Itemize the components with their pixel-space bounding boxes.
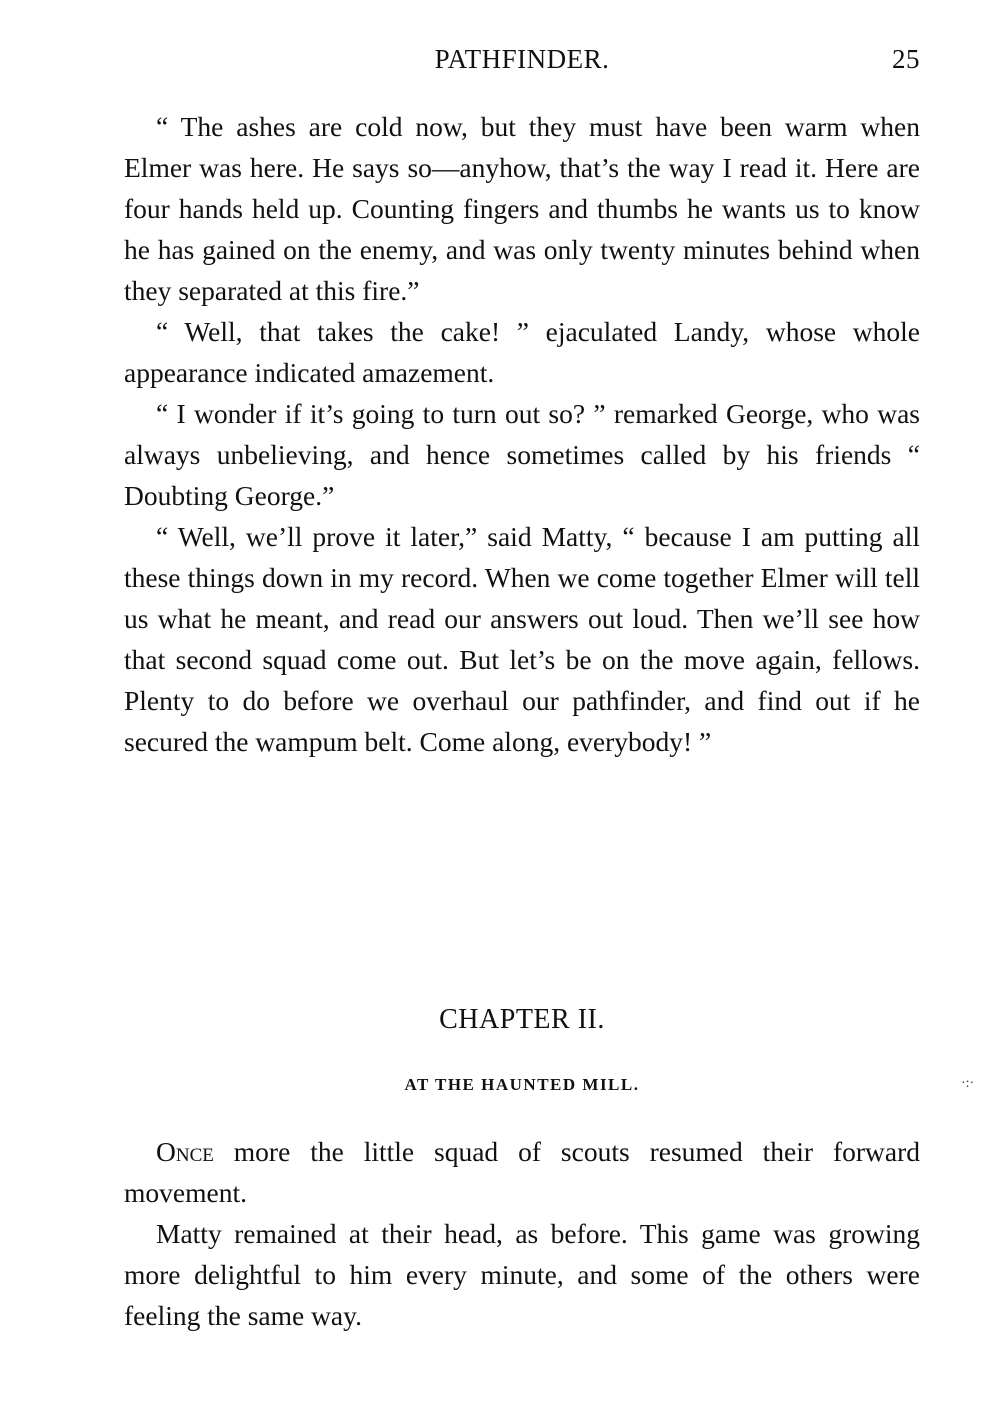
paragraph: “ I wonder if it’s going to turn out so? ” remarked George, who was always unbelieving, and hence sometimes called by his friends “ Doubting George.” xyxy=(124,398,920,511)
page-number: 25 xyxy=(892,44,920,74)
paragraph: “ Well, we’ll prove it later,” said Matty, “ because I am putting all these things down in my record. When we come together Elmer will tell us what he meant, and read our answers out loud. Then we’ll see how that second squad come out. But let’s be on the move again, fellows. Plenty to do before we overhaul our pathfinder, and find out if he secured the wampum belt. Come along, everybody! ” xyxy=(124,521,920,757)
chapter-subtitle: AT THE HAUNTED MILL. xyxy=(404,1075,640,1094)
text-block-chapter-opening xyxy=(124,1131,920,1336)
text-block-dialogue xyxy=(124,106,920,762)
opening-rest: more the little squad of scouts resumed their forward movement. xyxy=(124,1136,920,1208)
running-title: PATHFINDER. xyxy=(434,44,610,74)
paragraph-chapter-opening xyxy=(124,1131,920,1213)
running-head xyxy=(124,44,920,84)
chapter-title: CHAPTER II. xyxy=(439,1004,605,1035)
paragraph: Matty remained at their head, as before. This game was growing more delightful to him every minute, and some of the others were feeling the same way. xyxy=(124,1218,920,1331)
print-speck-mark: ·:· xyxy=(961,1076,975,1091)
paragraph: “ The ashes are cold now, but they must have been warm when Elmer was here. He says so—anyhow, that’s the way I read it. Here are four hands held up. Counting fingers and thumbs he wants us to know he has gained on the enemy, and was only twenty minutes behind when they separated at this fire.” xyxy=(124,111,920,306)
opening-word: Once xyxy=(156,1136,214,1167)
paragraph: “ Well, that takes the cake! ” ejaculated Landy, whose whole appearance indicated amazement. xyxy=(124,316,920,388)
